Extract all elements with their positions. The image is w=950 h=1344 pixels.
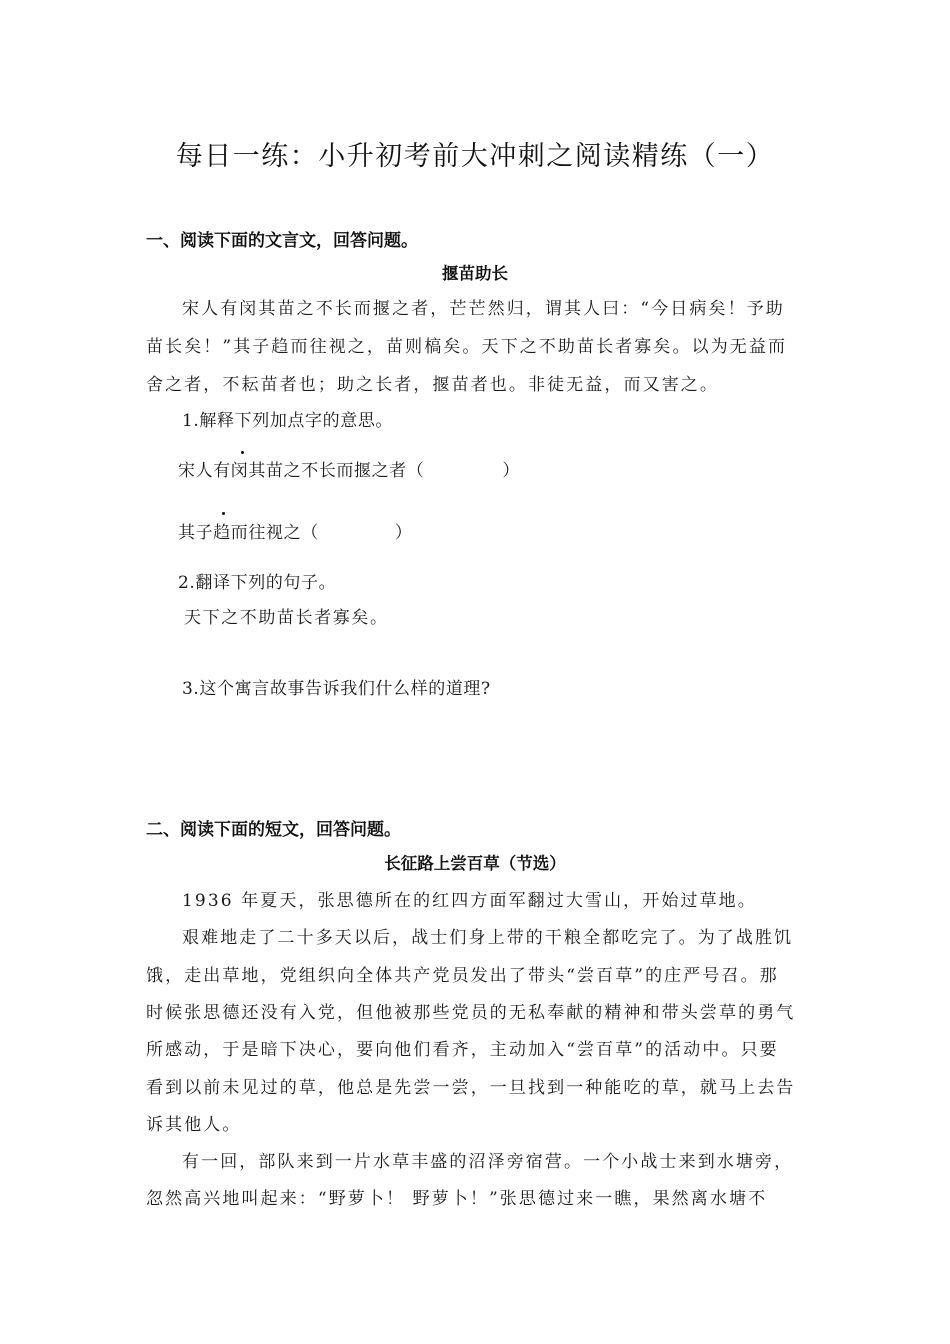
question-2-sentence: 天下之不助苗长者寡矣。 bbox=[184, 608, 389, 628]
section-2-heading: 二、阅读下面的短文，回答问题。 bbox=[146, 820, 401, 840]
passage-2-line: 诉其他人。 bbox=[146, 1115, 242, 1135]
emphasis-dot bbox=[222, 512, 225, 515]
passage-2-title: 长征路上尝百草（节选） bbox=[384, 854, 566, 873]
question-1-item-2-text: 其子趋而往视之（ bbox=[178, 523, 319, 543]
page-title: 每日一练：小升初考前大冲刺之阅读精练（一） bbox=[175, 141, 775, 172]
question-1-item-1 bbox=[178, 456, 520, 481]
question-1-item-1-text: 宋人有闵其苗之不长而揠之者（ bbox=[178, 461, 425, 481]
section-1-heading: 一、阅读下面的文言文，回答问题。 bbox=[146, 231, 418, 251]
passage-1-line: 舍之者，不耘苗者也；助之长者，揠苗者也。非徒无益，而又害之。 bbox=[146, 375, 719, 395]
passage-2-line: 艰难地走了二十多天以后，战士们身上带的干粮全都吃完了。为了战胜饥 bbox=[182, 928, 794, 948]
question-1-item-2 bbox=[178, 518, 412, 543]
question-2-prompt: 2.翻译下列的句子。 bbox=[178, 573, 337, 593]
emphasis-dot bbox=[241, 451, 244, 454]
bracket-close: ） bbox=[394, 523, 413, 543]
question-1-prompt: 1.解释下列加点字的意思。 bbox=[182, 411, 394, 431]
passage-2-line: 饿，走出草地，党组织向全体共产党员发出了带头“尝百草”的庄严号召。那 bbox=[146, 966, 779, 986]
passage-2-line: 1936 年夏天，张思德所在的红四方面军翻过大雪山，开始过草地。 bbox=[182, 891, 757, 911]
passage-2-line: 时候张思德还没有入党，但他被那些党员的无私奉献的精神和带头尝草的勇气 bbox=[146, 1003, 796, 1023]
passage-2-line: 忽然高兴地叫起来：“野萝卜！ 野萝卜！”张思德过来一瞧，果然离水塘不 bbox=[146, 1189, 768, 1209]
passage-2-line: 有一回，部队来到一片水草丰盛的沼泽旁宿营。一个小战士来到水塘旁， bbox=[182, 1152, 794, 1172]
passage-2-line: 看到以前未见过的草，他总是先尝一尝，一旦找到一种能吃的草，就马上去告 bbox=[146, 1078, 796, 1098]
passage-1-title: 揠苗助长 bbox=[442, 264, 508, 283]
passage-1-line: 宋人有闵其苗之不长而揠之者，芒芒然归，谓其人曰：“今日病矣！予助 bbox=[182, 299, 785, 319]
bracket-close: ） bbox=[502, 461, 521, 481]
passage-1-line: 苗长矣！”其子趋而往视之，苗则槁矣。天下之不助苗长者寡矣。以为无益而 bbox=[146, 337, 788, 357]
passage-2-line: 所感动，于是暗下决心，要向他们看齐，主动加入“尝百草”的活动中。只要 bbox=[146, 1040, 779, 1060]
question-3-prompt: 3.这个寓言故事告诉我们什么样的道理? bbox=[182, 679, 491, 699]
